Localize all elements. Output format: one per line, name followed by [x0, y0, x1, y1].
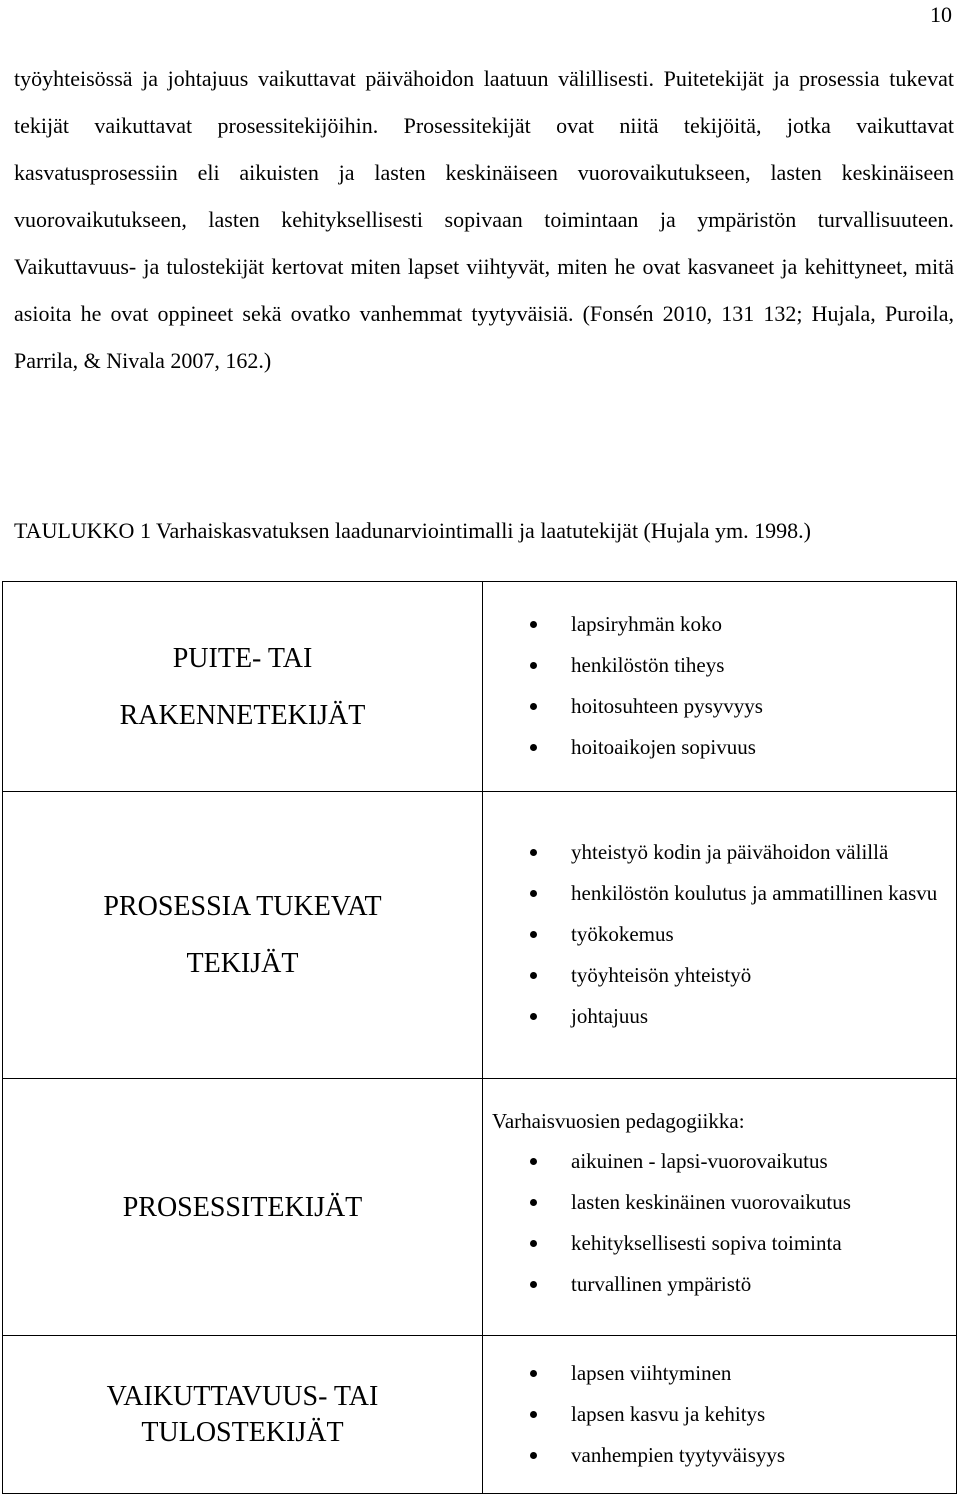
list-item: työkokemus	[483, 920, 948, 949]
list-item: turvallinen ympäristö	[483, 1270, 948, 1299]
factor-list-process-support	[483, 792, 957, 1079]
list-item: lapsiryhmän koko	[483, 610, 948, 639]
table-row-structural	[3, 582, 957, 792]
list-item: lasten keskinäinen vuorovaikutus	[483, 1188, 948, 1217]
factor-list-process	[483, 1079, 957, 1336]
body-paragraph	[14, 55, 954, 384]
list-item: yhteistyö kodin ja päivähoidon välillä	[483, 838, 948, 867]
table-row-process	[3, 1079, 957, 1336]
factor-list-structural	[483, 582, 957, 792]
list-item: henkilöstön tiheys	[483, 651, 948, 680]
row-title-line: TEKIJÄT	[186, 948, 299, 979]
paragraph-text: työyhteisössä ja johtajuus vaikuttavat päivähoidon laatuun välillisesti. Puitetekijät ja prosessia tukevat tekijät vaikuttavat prosessitekijöihin. Prosessitekijät ovat niitä tekijöitä, jotka vaikuttavat kasvatusprosessiin eli aikuisten ja lasten keskinäiseen vuorovaikutukseen, lasten keskinäiseen vuorovaikutukseen, lasten kehityksellisesti sopivaan toimintaan ja ympäristön turvallisuuteen. Vaikuttavuus- ja tulostekijät kertovat miten lapset viihtyvät, miten he ovat kasvaneet ja kehittyneet, mitä asioita he ovat oppineet sekä ovatko vanhemmat tyytyväisiä. (Fonsén 2010, 131 132; Hujala, Puroila, Parrila, & Nivala 2007, 162.)	[14, 66, 954, 373]
list-item: työyhteisön yhteistyö	[483, 961, 948, 990]
page-number: 10	[930, 2, 952, 27]
list-item: johtajuus	[483, 1002, 948, 1031]
list-item: hoitosuhteen pysyvyys	[483, 692, 948, 721]
row-title-process-support	[3, 792, 483, 1079]
row-title-line: PROSESSIA TUKEVAT	[103, 891, 382, 922]
list-item: aikuinen - lapsi-vuorovaikutus	[483, 1147, 948, 1176]
row-title-structural	[3, 582, 483, 792]
list-item: lapsen viihtyminen	[483, 1359, 948, 1388]
list-item: kehityksellisesti sopiva toiminta	[483, 1229, 948, 1258]
row-title-line: TULOSTEKIJÄT	[141, 1416, 344, 1448]
row-title-line: RAKENNETEKIJÄT	[119, 699, 366, 731]
table-row-outcome	[3, 1336, 957, 1494]
table-row-process-support	[3, 792, 957, 1079]
list-item: vanhempien tyytyväisyys	[483, 1441, 948, 1470]
quality-factors-table	[2, 581, 957, 1494]
row-title-line: PUITE- TAI	[172, 642, 313, 674]
list-item: hoitoaikojen sopivuus	[483, 733, 948, 762]
row-title-process	[3, 1079, 483, 1336]
row-title-outcome	[3, 1336, 483, 1494]
factor-list-outcome	[483, 1336, 957, 1494]
row-title-line: PROSESSITEKIJÄT	[122, 1191, 363, 1223]
list-item: lapsen kasvu ja kehitys	[483, 1400, 948, 1429]
pedagogy-heading: Varhaisvuosien pedagogiikka:	[492, 1108, 745, 1133]
table-caption: TAULUKKO 1 Varhaiskasvatuksen laadunarviointimalli ja laatutekijät (Hujala ym. 1998.)	[14, 518, 811, 543]
row-title-line: VAIKUTTAVUUS- TAI	[106, 1380, 379, 1412]
list-item: henkilöstön koulutus ja ammatillinen kasvu	[483, 879, 948, 908]
